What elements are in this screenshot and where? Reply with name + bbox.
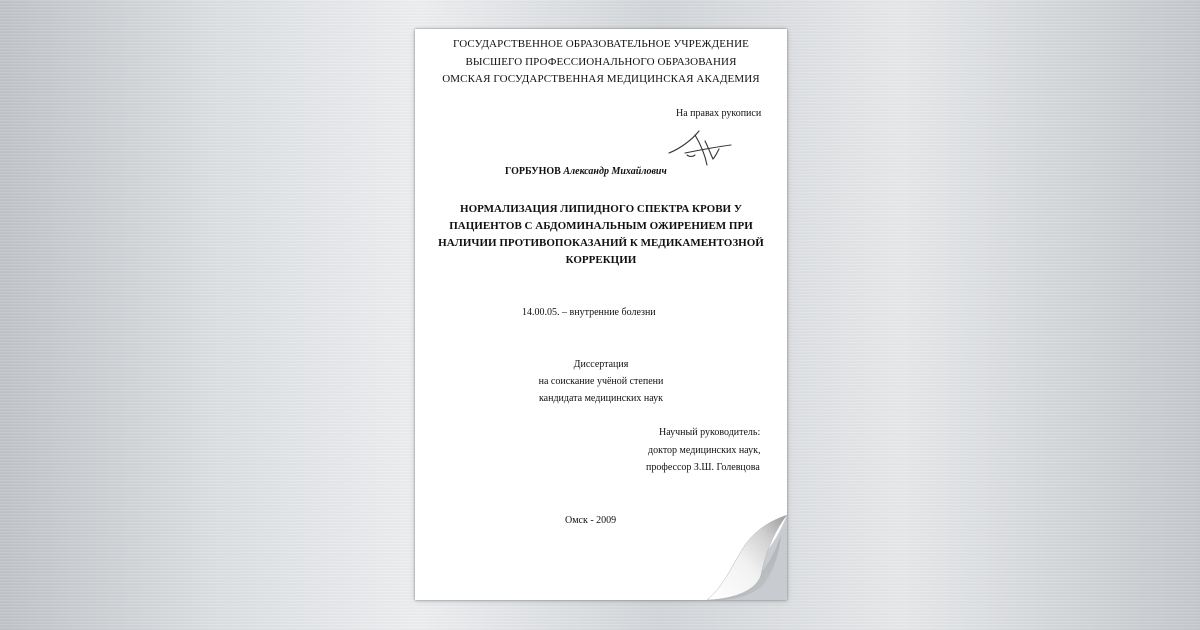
author-name: Александр Михайлович	[563, 166, 667, 177]
author-surname: ГОРБУНОВ	[505, 166, 561, 177]
page-curl-icon	[707, 515, 787, 600]
degree-line-1: Диссертация	[573, 359, 629, 370]
title-line-4: КОРРЕКЦИИ	[565, 254, 637, 266]
supervisor-line-3: профессор З.Ш. Голевцова	[646, 462, 760, 473]
institution-line-2: ВЫСШЕГО ПРОФЕССИОНАЛЬНОГО ОБРАЗОВАНИЯ	[465, 56, 737, 68]
institution-line-3: ОМСКАЯ ГОСУДАРСТВЕННАЯ МЕДИЦИНСКАЯ АКАДЕМИЯ	[442, 73, 760, 85]
supervisor-line-2: доктор медицинских наук,	[648, 445, 761, 456]
title-line-2: ПАЦИЕНТОВ С АБДОМИНАЛЬНЫМ ОЖИРЕНИЕМ ПРИ	[449, 220, 753, 232]
title-line-1: НОРМАЛИЗАЦИЯ ЛИПИДНОГО СПЕКТРА КРОВИ У	[460, 203, 742, 215]
title-line-3: НАЛИЧИИ ПРОТИВОПОКАЗАНИЙ К МЕДИКАМЕНТОЗНОЙ	[438, 237, 764, 249]
specialty: 14.00.05. – внутренние болезни	[522, 307, 656, 318]
signature-icon	[665, 127, 737, 167]
author-line	[505, 166, 667, 177]
degree-line-2: на соискание учёной степени	[538, 376, 664, 387]
supervisor-line-1: Научный руководитель:	[659, 427, 761, 438]
institution-line-1: ГОСУДАРСТВЕННОЕ ОБРАЗОВАТЕЛЬНОЕ УЧРЕЖДЕНИЕ	[453, 38, 749, 50]
degree-line-3: кандидата медицинских наук	[538, 393, 664, 404]
dissertation-page	[415, 29, 787, 600]
manuscript-note: На правах рукописи	[676, 108, 762, 119]
place-year: Омск - 2009	[565, 515, 617, 526]
